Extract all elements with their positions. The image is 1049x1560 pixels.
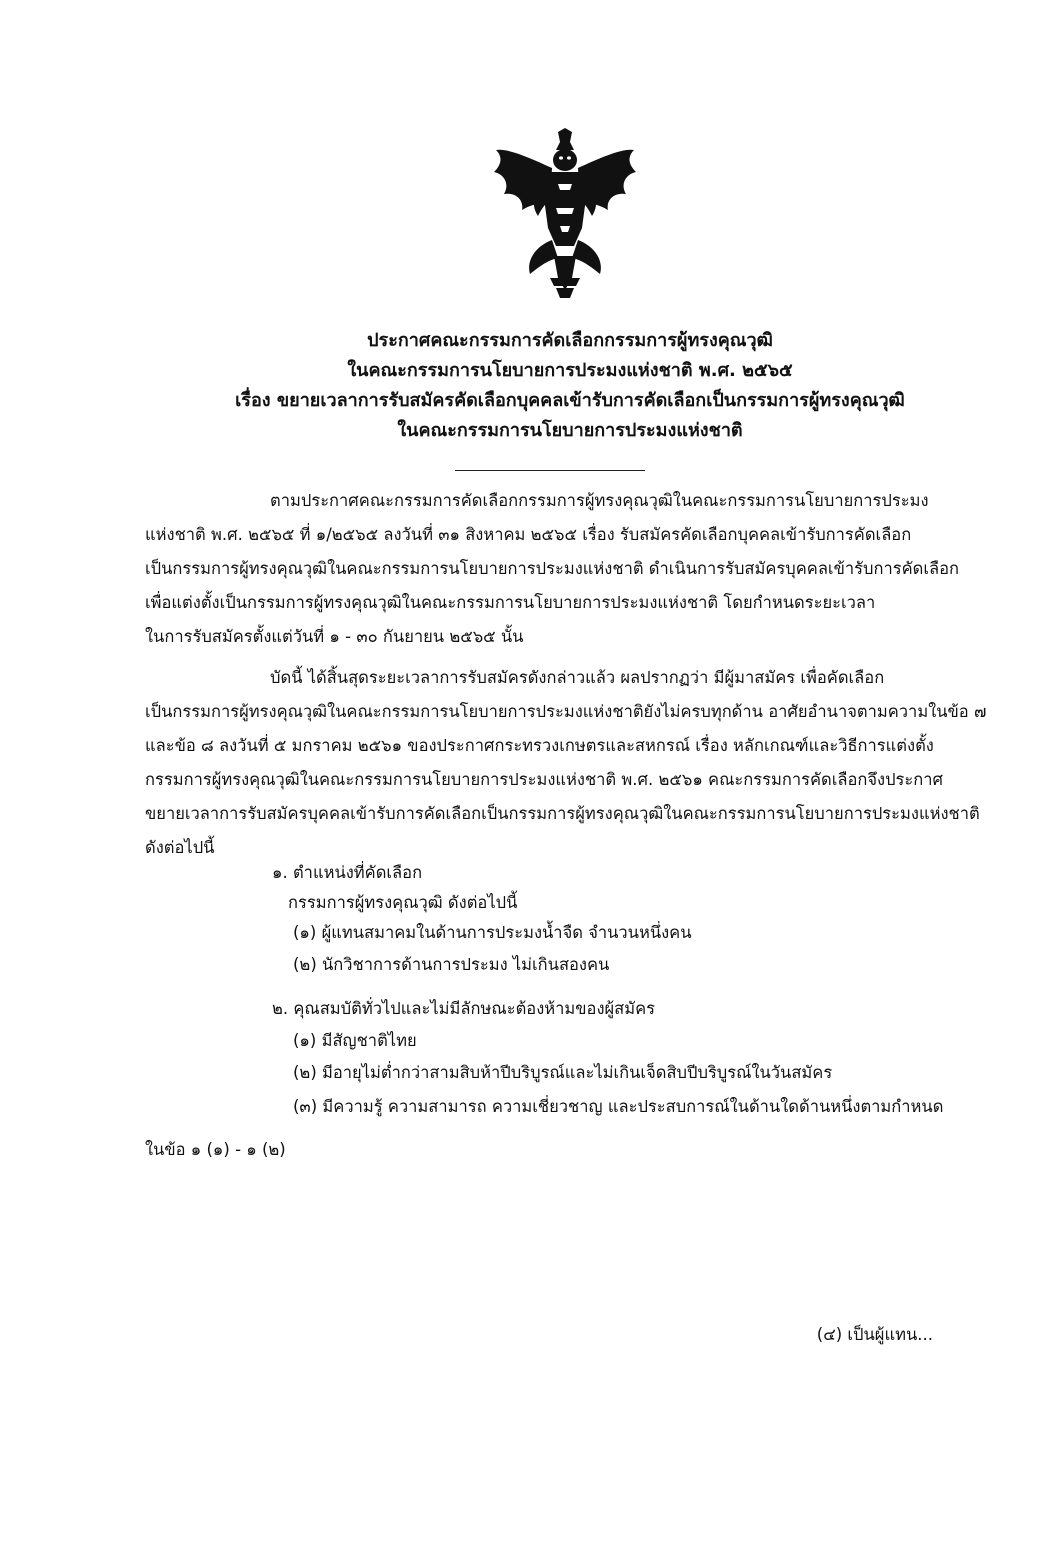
paragraph-line: ขยายเวลาการรับสมัครบุคคลเข้ารับการคัดเลือกเป็นกรรมการผู้ทรงคุณวุฒิในคณะกรรมการนโยบายการประมงแห่งชาติ xyxy=(145,804,980,823)
announcement-title xyxy=(140,326,1000,446)
title-line: เรื่อง ขยายเวลาการรับสมัครคัดเลือกบุคคลเข้ารับการคัดเลือกเป็นกรรมการผู้ทรงคุณวุฒิ xyxy=(235,390,905,411)
paragraph-line: กรรมการผู้ทรงคุณวุฒิในคณะกรรมการนโยบายการประมงแห่งชาติ พ.ศ. ๒๕๖๑ คณะกรรมการคัดเลือกจึงประกาศ xyxy=(145,770,944,789)
garuda-emblem-icon xyxy=(490,128,640,300)
title-line: ในคณะกรรมการนโยบายการประมงแห่งชาติ xyxy=(397,420,743,441)
section-2-item: (๑) มีสัญชาติไทย xyxy=(293,1031,417,1050)
paragraph-2 xyxy=(145,661,987,865)
paragraph-line: ดังต่อไปนี้ xyxy=(145,838,215,857)
paragraph-line: ในการรับสมัครตั้งแต่วันที่ ๑ - ๓๐ กันยายน ๒๕๖๕ นั้น xyxy=(145,627,524,646)
section-2-continuation: ในข้อ ๑ (๑) - ๑ (๒) xyxy=(145,1140,286,1159)
paragraph-line: เป็นกรรมการผู้ทรงคุณวุฒิในคณะกรรมการนโยบายการประมงแห่งชาติ ดำเนินการรับสมัครบุคคลเข้ารับการคัดเลือก xyxy=(145,559,959,578)
paragraph-line: บัดนี้ ได้สิ้นสุดระยะเวลาการรับสมัครดังกล่าวแล้ว ผลปรากฏว่า มีผู้มาสมัคร เพื่อคัดเลือก xyxy=(270,668,885,687)
title-divider xyxy=(455,470,645,471)
paragraph-1 xyxy=(145,484,960,654)
section-2-item: (๒) มีอายุไม่ต่ำกว่าสามสิบห้าปีบริบูรณ์และไม่เกินเจ็ดสิบปีบริบูรณ์ในวันสมัคร xyxy=(293,1063,833,1082)
paragraph-line: ตามประกาศคณะกรรมการคัดเลือกกรรมการผู้ทรงคุณวุฒิในคณะกรรมการนโยบายการประมง xyxy=(270,491,929,510)
section-1-item: (๑) ผู้แทนสมาคมในด้านการประมงน้ำจืด จำนวนหนึ่งคน xyxy=(293,923,692,942)
next-page-reference: (๔) เป็นผู้แทน... xyxy=(816,1325,933,1344)
paragraph-line: เพื่อแต่งตั้งเป็นกรรมการผู้ทรงคุณวุฒิในคณะกรรมการนโยบายการประมงแห่งชาติ โดยกำหนดระยะเวลา xyxy=(145,593,876,612)
section-2-heading: ๒. คุณสมบัติทั่วไปและไม่มีลักษณะต้องห้ามของผู้สมัคร xyxy=(272,999,656,1018)
paragraph-line: เป็นกรรมการผู้ทรงคุณวุฒิในคณะกรรมการนโยบายการประมงแห่งชาติยังไม่ครบทุกด้าน อาศัยอำนาจตามความในข้อ ๗ xyxy=(145,702,987,721)
section-1-heading: ๑. ตำแหน่งที่คัดเลือก xyxy=(272,863,423,882)
section-2-item: (๓) มีความรู้ ความสามารถ ความเชี่ยวชาญ และประสบการณ์ในด้านใดด้านหนึ่งตามกำหนด xyxy=(293,1097,944,1116)
title-line: ในคณะกรรมการนโยบายการประมงแห่งชาติ พ.ศ. ๒๕๖๕ xyxy=(347,360,793,381)
paragraph-line: แห่งชาติ พ.ศ. ๒๕๖๕ ที่ ๑/๒๕๖๕ ลงวันที่ ๓๑ สิงหาคม ๒๕๖๕ เรื่อง รับสมัครคัดเลือกบุคคลเข้ารับการคัดเลือก xyxy=(145,525,912,544)
paragraph-line: และข้อ ๘ ลงวันที่ ๕ มกราคม ๒๕๖๑ ของประกาศกระทรวงเกษตรและสหกรณ์ เรื่อง หลักเกณฑ์และวิธีการแต่งตั้ง xyxy=(145,736,934,755)
section-1-intro: กรรมการผู้ทรงคุณวุฒิ ดังต่อไปนี้ xyxy=(288,893,518,912)
title-line: ประกาศคณะกรรมการคัดเลือกกรรมการผู้ทรงคุณวุฒิ xyxy=(367,330,773,351)
section-1-item: (๒) นักวิชาการด้านการประมง ไม่เกินสองคน xyxy=(293,955,610,974)
